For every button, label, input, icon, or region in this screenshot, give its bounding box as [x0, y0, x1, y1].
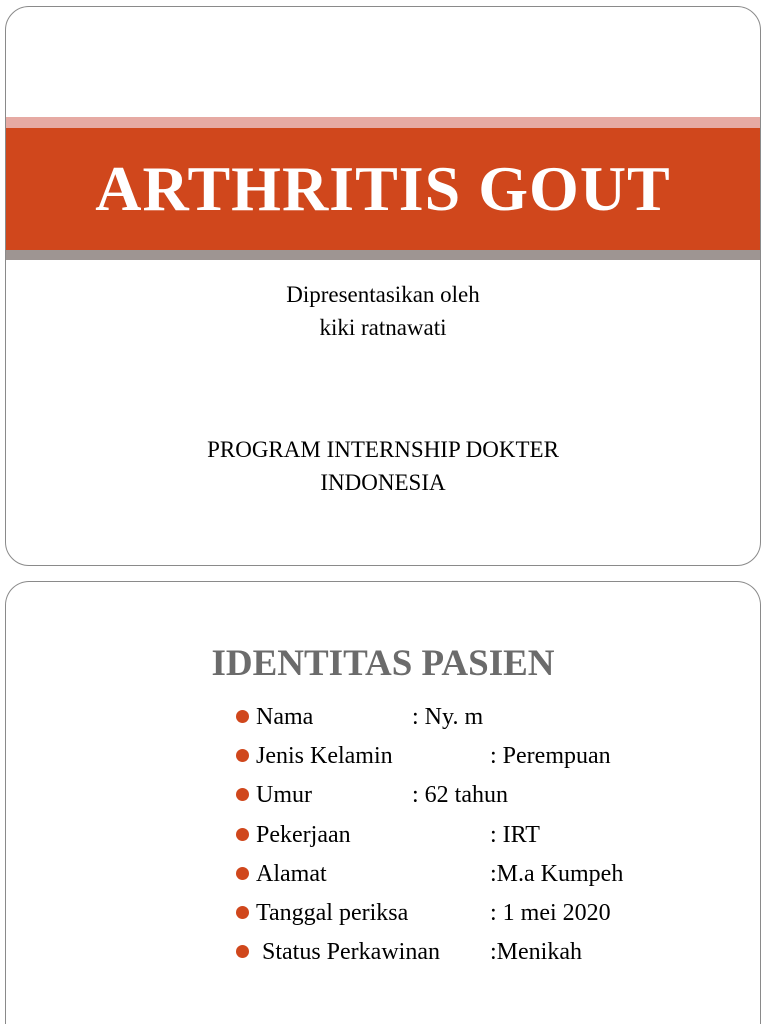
field-value: :M.a Kumpeh — [490, 860, 624, 887]
bullet-icon — [236, 906, 249, 919]
field-value: : 1 mei 2020 — [490, 899, 611, 926]
bullet-icon — [236, 788, 249, 801]
field-label: Jenis Kelamin — [256, 743, 393, 770]
bullet-icon — [236, 867, 249, 880]
field-value: : Ny. m — [412, 704, 484, 730]
field-label: Pekerjaan — [256, 821, 351, 848]
bullet-icon — [236, 945, 249, 958]
field-value: : 62 tahun — [412, 782, 508, 809]
field-label: Alamat — [256, 860, 327, 887]
title-band-bottom-stripe — [6, 250, 760, 260]
field-label: Umur — [256, 782, 312, 809]
field-label: Status Perkawinan — [256, 939, 440, 966]
program-block — [6, 433, 760, 499]
title-slide — [5, 6, 761, 566]
field-label: Tanggal periksa — [256, 899, 409, 926]
patient-identity-slide — [5, 581, 761, 1024]
field-value: : Perempuan — [490, 743, 611, 770]
bullet-icon — [236, 828, 249, 841]
slide-heading: IDENTITAS PASIEN — [211, 643, 555, 684]
field-value: : IRT — [490, 821, 540, 848]
program-line-2: INDONESIA — [320, 470, 446, 495]
bullet-icon — [236, 710, 249, 723]
presenter-name: kiki ratnawati — [319, 315, 447, 340]
program-line-1: PROGRAM INTERNSHIP DOKTER — [207, 437, 559, 462]
title-band-top-stripe — [6, 117, 760, 128]
field-label: Nama — [256, 704, 314, 730]
bullet-icon — [236, 749, 249, 762]
presenter-block — [6, 278, 760, 344]
slide-title: ARTHRITIS GOUT — [95, 153, 671, 224]
presented-by-text: Dipresentasikan oleh — [286, 282, 480, 307]
field-value: :Menikah — [490, 939, 582, 966]
